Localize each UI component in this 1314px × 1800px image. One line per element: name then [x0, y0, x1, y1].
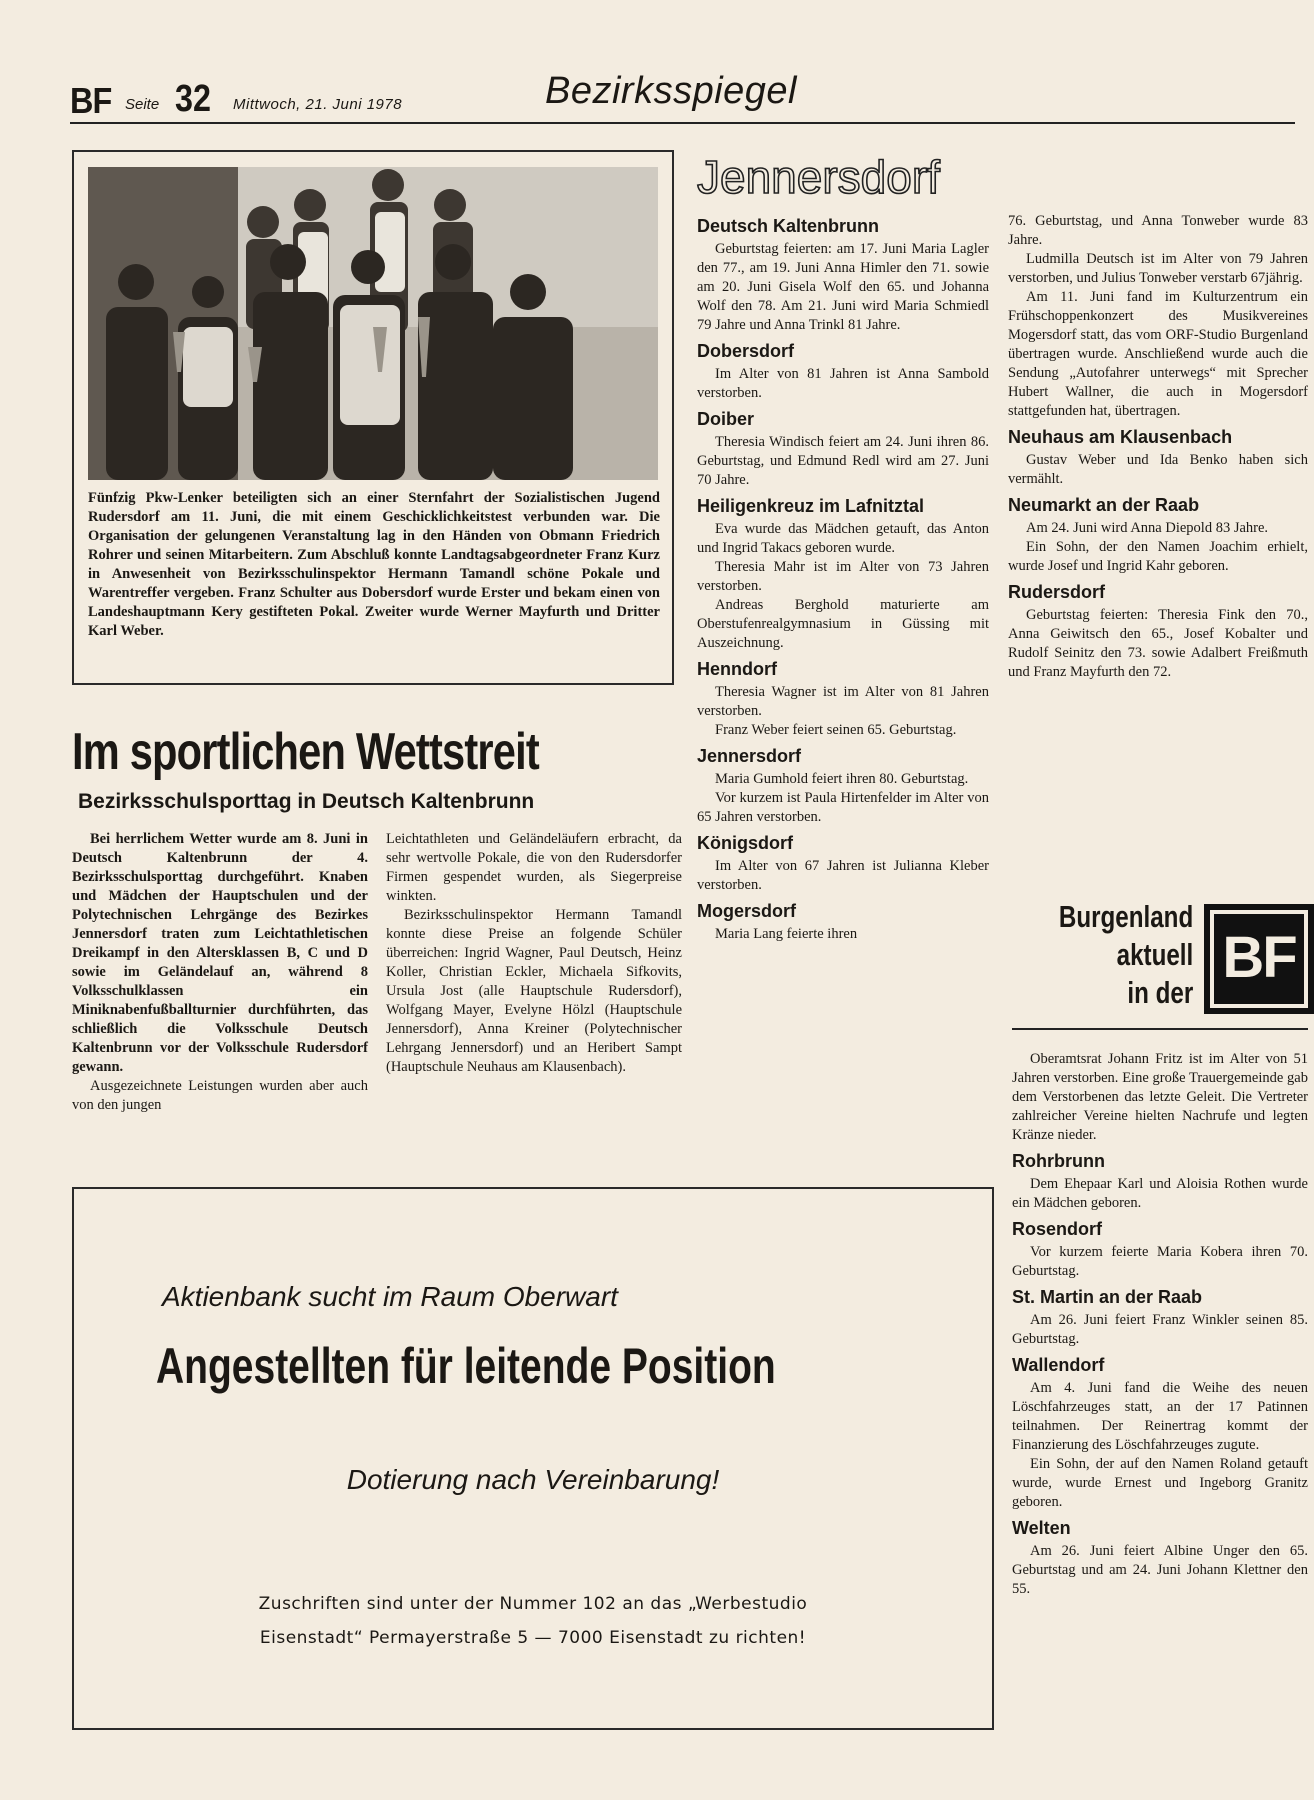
- news-entry: Am 26. Juni feiert Albine Unger den 65. Geburtstag und am 24. Juni Johann Klettner den 55.: [1012, 1543, 1308, 1597]
- section-title: Bezirksspiegel: [545, 70, 797, 112]
- news-entry: Im Alter von 67 Jahren ist Julianna Kleber verstorben.: [697, 858, 989, 893]
- place-heading: Rosendorf: [1012, 1219, 1102, 1239]
- news-entry: Gustav Weber und Ida Benko haben sich vermählt.: [1008, 452, 1308, 487]
- article-paragraph: Leichtathleten und Geländeläufern erbracht, da sehr wertvolle Pokale, die von den Rudersdorfer Firmen gespendet wurden, als Siegerpreise winkten.: [386, 831, 682, 904]
- district-news-column: [697, 210, 989, 944]
- place-heading: Wallendorf: [1012, 1355, 1105, 1375]
- bf-logo-box: [1204, 904, 1314, 1014]
- ad-contact-line: Zuschriften sind unter der Nummer 102 an das „Werbestudio: [258, 1594, 808, 1614]
- article-column-1: [72, 830, 368, 1115]
- place-heading: Deutsch Kaltenbrunn: [697, 216, 880, 236]
- masthead: [70, 70, 1295, 124]
- ad-contact-line: Eisenstadt“ Permayerstraße 5 — 7000 Eisenstadt zu richten!: [259, 1628, 807, 1648]
- article-subhead: Bezirksschulsporttag in Deutsch Kaltenbrunn: [78, 790, 535, 813]
- news-entry: Am 11. Juni fand im Kulturzentrum ein Frühschoppenkonzert des Musikvereines Mogersdorf statt, das vom ORF-Studio Burgenland übertragen wurde. Anschließend wurde auch die Sendung „Autofahrer unterwegs“ mit Sprecher Hubert Wallner, die auch in Mogersdorf stattgefunden hat, übertragen.: [1008, 289, 1308, 419]
- banner-line: in der: [1127, 975, 1193, 1010]
- place-heading: Doiber: [697, 409, 755, 429]
- page-number: 32: [175, 78, 211, 120]
- place-heading: Henndorf: [697, 659, 777, 679]
- article-column-2: [386, 830, 682, 1077]
- place-heading: Jennersdorf: [697, 746, 802, 766]
- place-heading: Mogersdorf: [697, 901, 796, 921]
- place-heading: Königsdorf: [697, 833, 793, 853]
- district-news-column-right: [1008, 212, 1308, 682]
- news-entry: Theresia Mahr ist im Alter von 73 Jahren verstorben.: [697, 559, 989, 594]
- photo-box: [72, 150, 674, 685]
- job-advertisement: [72, 1187, 994, 1730]
- news-entry: Dem Ehepaar Karl und Aloisia Rothen wurde ein Mädchen geboren.: [1012, 1176, 1308, 1211]
- banner-line: aktuell: [1116, 937, 1193, 972]
- district-title: Jennersdorf: [697, 151, 940, 203]
- group-photo: [88, 167, 658, 480]
- news-entry: Maria Lang feierte ihren: [715, 926, 858, 942]
- news-entry: Ein Sohn, der den Namen Joachim erhielt, wurde Josef und Ingrid Kahr geboren.: [1008, 539, 1308, 574]
- bf-promo-banner: [1012, 898, 1308, 1030]
- place-heading: Neumarkt an der Raab: [1008, 495, 1200, 515]
- news-entry: Geburtstag feierten: Theresia Fink den 70., Anna Geiwitsch den 65., Josef Kobalter und Rudolf Seinitz den 73. sowie Adalbert Freißmuth und Franz Mayfurth den 72.: [1008, 607, 1308, 680]
- bf-logo: BF: [1214, 914, 1304, 1004]
- news-entry: Am 26. Juni feiert Franz Winkler seinen 85. Geburtstag.: [1012, 1312, 1308, 1347]
- district-news-column-right-lower: [1012, 1050, 1308, 1599]
- ad-contact: [74, 1587, 992, 1655]
- news-entry: Oberamtsrat Johann Fritz ist im Alter von 51 Jahren verstorben. Eine große Trauergemeinde gab dem Verstorbenen das letzte Geleit. Die Vertreter zahlreicher Vereine hielten Nachrufe und legten Kränze nieder.: [1012, 1051, 1308, 1143]
- news-entry: Vor kurzem feierte Maria Kobera ihren 70. Geburtstag.: [1012, 1244, 1308, 1279]
- article-paragraph: Bezirksschulinspektor Hermann Tamandl konnte diese Preise an folgende Schüler überreichen: Ingrid Wagner, Paul Deutsch, Heinz Koller, Christian Eckler, Michaela Sifkovits, Ursula Jost (alle Hauptschule Rudersdorf), Wolfgang Mayer, Evelyne Hölzl (Hauptschule Jennersdorf), Anna Kreiner (Polytechnischer Lehrgang Jennersdorf) und an Heribert Sampt (Hauptschule Neuhaus am Klausenbach).: [386, 907, 682, 1075]
- news-entry: Im Alter von 81 Jahren ist Anna Sambold verstorben.: [697, 366, 989, 401]
- news-entry: Ludmilla Deutsch ist im Alter von 79 Jahren verstorben, und Julius Tonweber verstarb 67jährig.: [1008, 251, 1308, 286]
- ad-salary: Dotierung nach Vereinbarung!: [346, 1464, 720, 1495]
- place-heading: Dobersdorf: [697, 341, 795, 361]
- article-paragraph: Bei herrlichem Wetter wurde am 8. Juni in Deutsch Kaltenbrunn der 4. Bezirksschulsporttag durchgeführt. Knaben und Mädchen der Hauptschulen und der Polytechnischen Lehrgänge des Bezirkes Jennersdorf traten zum Leichtathletischen Dreikampf in den Altersklassen B, C und D sowie im Geländelauf an, während 8 Volksschulklassen ein Miniknabenfußballturnier durchführten, das schließlich die Volksschule Deutsch Kaltenbrunn vor der Volksschule Rudersdorf gewann.: [72, 831, 368, 1075]
- banner-line: Burgenland: [1058, 899, 1193, 934]
- news-entry: Am 4. Juni fand die Weihe des neuen Löschfahrzeuges statt, an der 17 Patinnen teilnahmen. Der Reinertrag kommt der Finanzierung des Löschfahrzeuges zugute.: [1012, 1380, 1308, 1453]
- news-entry: Maria Gumhold feiert ihren 80. Geburtstag.: [715, 771, 969, 787]
- place-heading: Heiligenkreuz im Lafnitztal: [697, 496, 925, 516]
- news-entry: Theresia Wagner ist im Alter von 81 Jahren verstorben.: [697, 684, 989, 719]
- news-entry: Franz Weber feiert seinen 65. Geburtstag.: [715, 722, 957, 738]
- news-entry: Andreas Berghold maturierte am Oberstufenrealgymnasium in Güssing mit Auszeichnung.: [697, 597, 989, 651]
- news-entry: Theresia Windisch feiert am 24. Juni ihren 86. Geburtstag, und Edmund Redl wird am 27. Juni 70 Jahre.: [697, 434, 989, 488]
- news-entry: Eva wurde das Mädchen getauft, das Anton und Ingrid Takacs geboren wurde.: [697, 521, 989, 556]
- page-label: Seite: [125, 96, 160, 113]
- group-photo-image: [88, 167, 658, 480]
- place-heading: St. Martin an der Raab: [1012, 1287, 1203, 1307]
- article-paragraph: Ausgezeichnete Leistungen wurden aber auch von den jungen: [72, 1078, 368, 1113]
- news-entry: Ein Sohn, der auf den Namen Roland getauft wurde, wurde Ernest und Ingeborg Granitz geboren.: [1012, 1456, 1308, 1510]
- place-heading: Rohrbrunn: [1012, 1151, 1105, 1171]
- news-entry: Geburtstag feierten: am 17. Juni Maria Lagler den 77., am 19. Juni Anna Himler den 71. sowie am 20. Juni Gisela Wolf den 65. und Johanna Wolf den 78. Am 21. Juni wird Maria Schmiedl 79 Jahre und Anna Trinkl 81 Jahre.: [697, 241, 989, 333]
- article-headline: Im sportlichen Wettstreit: [72, 723, 539, 781]
- photo-caption: Fünfzig Pkw-Lenker beteiligten sich an einer Sternfahrt der Sozialistischen Jugend Rudersdorf am 11. Juni, die mit einem Geschicklichkeitstest verbunden war. Die Organisation der gelungenen Veranstaltung lag in den Händen von Obmann Friedrich Rohrer und seinen Mitarbeitern. Zum Abschluß konnte Landtagsabgeordneter Franz Kurz in Anwesenheit von Bezirksschulinspektor Hermann Tamandl schöne Pokale und Warentreffer vergeben. Franz Schulter aus Dobersdorf wurde Erster und bekam einen von Landeshauptmann Kery gestifteten Pokal. Zweiter wurde Werner Mayfurth und Dritter Karl Weber.: [88, 490, 660, 639]
- news-entry: Vor kurzem ist Paula Hirtenfelder im Alter von 65 Jahren verstorben.: [697, 790, 989, 825]
- banner-text: [1059, 898, 1193, 1012]
- place-heading: Rudersdorf: [1008, 582, 1106, 602]
- masthead-logo: BF: [70, 80, 112, 121]
- ad-intro: Aktienbank sucht im Raum Oberwart: [162, 1281, 618, 1312]
- news-entry: Am 24. Juni wird Anna Diepold 83 Jahre.: [1026, 520, 1269, 536]
- place-heading: Neuhaus am Klausenbach: [1008, 427, 1233, 447]
- issue-date: Mittwoch, 21. Juni 1978: [233, 96, 403, 113]
- ad-headline: Angestellten für leitende Position: [156, 1338, 776, 1394]
- news-entry: 76. Geburtstag, und Anna Tonweber wurde 83 Jahre.: [1008, 213, 1308, 248]
- place-heading: Welten: [1012, 1518, 1071, 1538]
